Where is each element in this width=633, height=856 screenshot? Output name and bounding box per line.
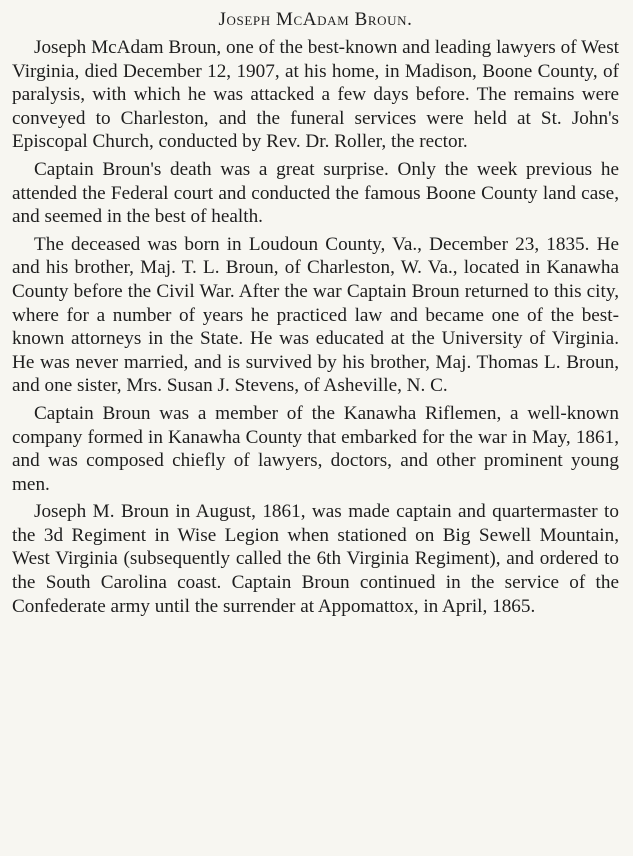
paragraph-kanawha-riflemen: Captain Broun was a member of the Kanawha Riflemen, a well-known company formed in Kanawha County that embarked for the war in May, 1861, and was composed chiefly of lawyers, doctors, and other prominent young men. (12, 402, 619, 495)
paragraph-military-service: Joseph M. Broun in August, 1861, was made captain and quartermaster to the 3d Regiment in Wise Legion when stationed on Big Sewell Mountain, West Virginia (subsequently called the 6th Virginia Regiment), and ordered to the South Carolina coast. Captain Broun continued in the service of the Confederate army until the surrender at Appomattox, in April, 1865. (12, 501, 619, 617)
page-title: Joseph McAdam Broun. (218, 9, 413, 30)
paragraph-surprise: Captain Broun's death was a great surprise. Only the week previous he attended the Federal court and conducted the famous Boone County land case, and seemed in the best of health. (12, 158, 619, 228)
paragraph-biography: The deceased was born in Loudoun County, Va., December 23, 1835. He and his brother, Maj. T. L. Broun, of Charleston, W. Va., located in Kanawha County before the Civil War. After the war Captain Broun returned to this city, where for a number of years he practiced law and became one of the best-known attorneys in the State. He was educated at the University of Virginia. He was never married, and is survived by his brother, Maj. Thomas L. Broun, and one sister, Mrs. Susan J. Stevens, of Asheville, N. C. (12, 233, 619, 397)
paragraph-death-notice: Joseph McAdam Broun, one of the best-known and leading lawyers of West Virginia, died December 12, 1907, at his home, in Madison, Boone County, of paralysis, with which he was attacked a few days before. The remains were conveyed to Charleston, and the funeral services were held at St. John's Episcopal Church, conducted by Rev. Dr. Roller, the rector. (12, 37, 619, 153)
